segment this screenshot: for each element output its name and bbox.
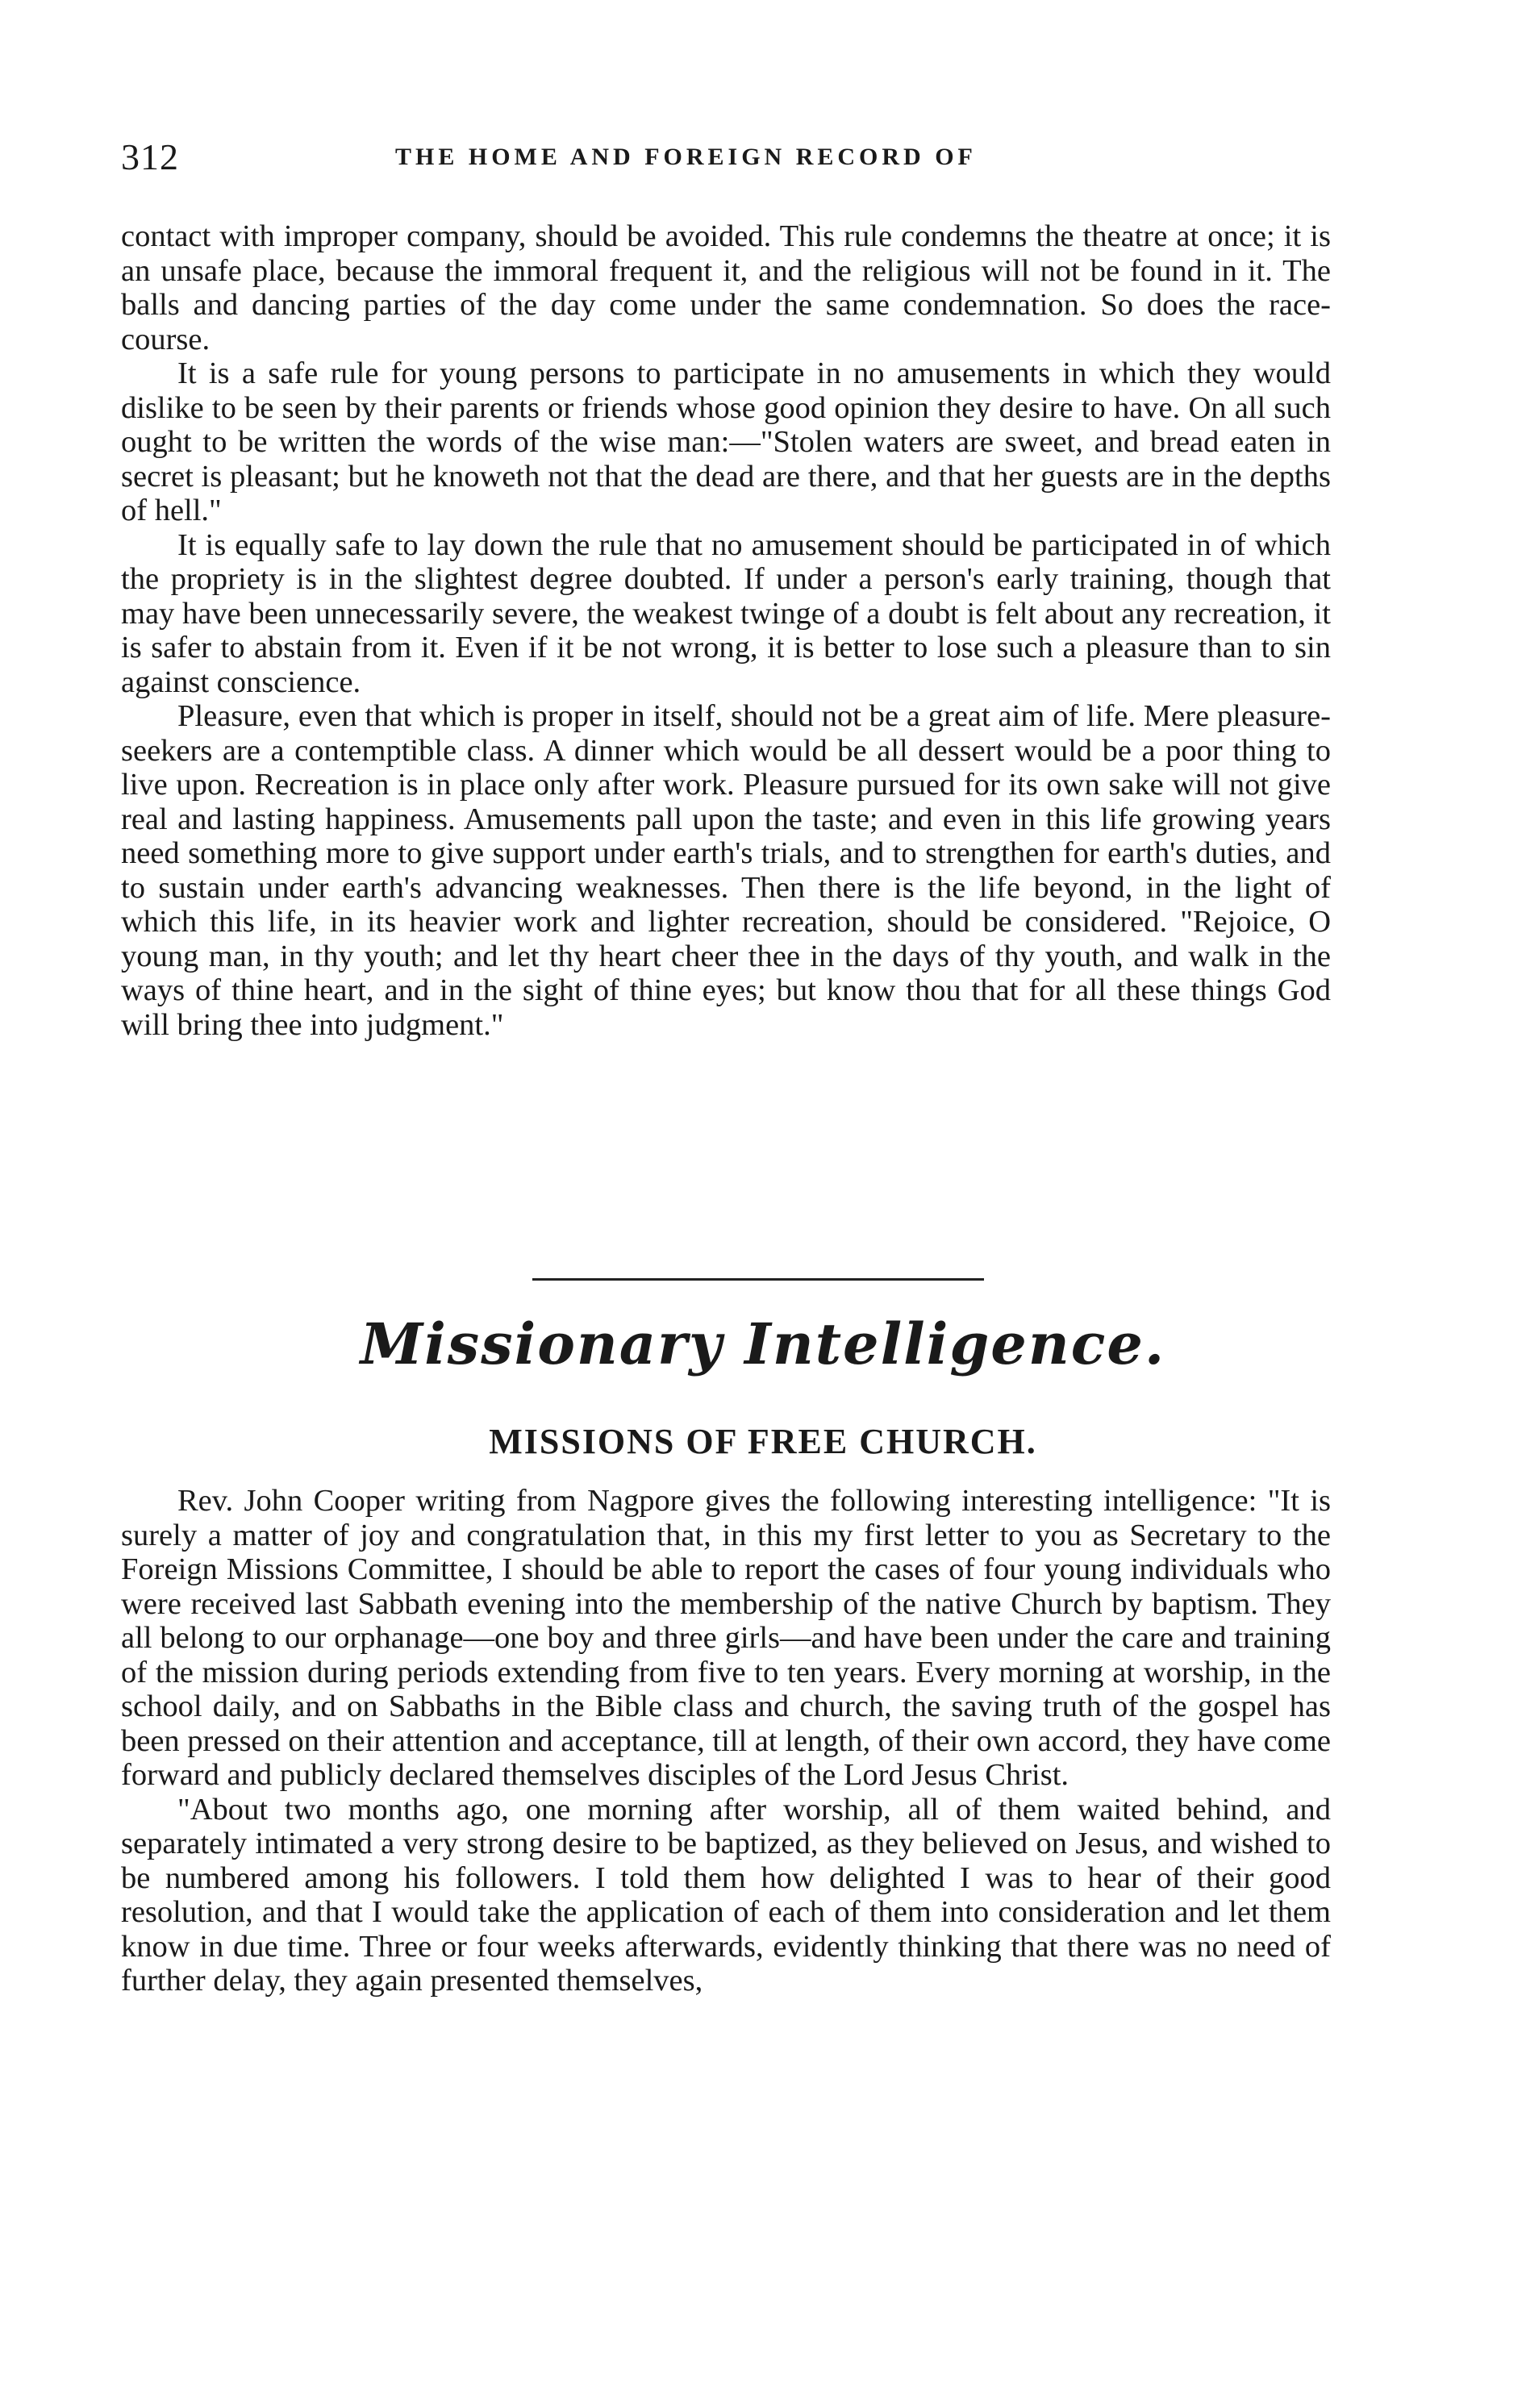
paragraph: Rev. John Cooper writing from Nagpore gives the following interesting intelligence: "It is surely a matter of joy and congratulation that, in this my first letter to you as Secretary to the Foreign Missions Committee, I should be able to report the cases of four young individuals who were received last Sabbath evening into the membership of the native Church by baptism. They all belong to our orphanage—one boy and three girls—and have been under the care and training of the mission during periods extending from five to ten years. Every morning at worship, in the school daily, and on Sabbaths in the Bible class and church, the saving truth of the gospel has been pressed on their attention and acceptance, till at length, of their own accord, they have come forward and publicly declared themselves disciples of the Lord Jesus Christ. — [121, 1484, 1331, 1792]
paragraph: "About two months ago, one morning after worship, all of them waited behind, and separately intimated a very strong desire to be baptized, as they believed on Jesus, and wished to be numbered among his followers. I told them how delighted I was to hear of their good resolution, and that I would take the application of each of them into consideration and let them know in due time. Three or four weeks afterwards, evidently thinking that there was no need of further delay, they again presented themselves, — [121, 1792, 1331, 1998]
paragraph: contact with improper company, should be avoided. This rule condemns the theatre at once; it is an unsafe place, because the immoral frequent it, and the religious will not be found in it. The balls and dancing parties of the day come under the same condemnation. So does the race-course. — [121, 219, 1331, 356]
paragraph: It is a safe rule for young persons to participate in no amusements in which they would dislike to be seen by their parents or friends whose good opinion they desire to have. On all such ought to be written the words of the wise man:—"Stolen waters are sweet, and bread eaten in secret is pleasant; but he knoweth not that the dead are there, and that her guests are in the depths of hell." — [121, 356, 1331, 527]
page-header — [121, 135, 1331, 184]
article-text-section-2 — [121, 1484, 1331, 1998]
paragraph: It is equally safe to lay down the rule that no amusement should be participated in of which the propriety is in the slightest degree doubted. If under a person's early training, though that may have been unnecessarily severe, the weakest twinge of a doubt is felt about any recreation, it is safer to abstain from it. Even if it be not wrong, it is better to lose such a pleasure than to sin against conscience. — [121, 527, 1331, 699]
article-text-section-1 — [121, 219, 1331, 1042]
page-number: 312 — [121, 136, 179, 177]
section-heading: Missionary Intelligence. — [360, 1310, 1166, 1377]
subheading: MISSIONS OF FREE CHURCH. — [489, 1422, 1037, 1461]
section-divider — [532, 1278, 984, 1281]
running-title: THE HOME AND FOREIGN RECORD OF — [395, 144, 977, 170]
paragraph: Pleasure, even that which is proper in itself, should not be a great aim of life. Mere pleasure-seekers are a contemptible class. A dinner which would be all dessert would be a poor thing to live upon. Recreation is in place only after work. Pleasure pursued for its own sake will not give real and lasting happiness. Amusements pall upon the taste; and even in this life growing years need something more to give support under earth's trials, and to strengthen for earth's duties, and to sustain under earth's advancing weaknesses. Then there is the life beyond, in the light of which this life, in its heavier work and lighter recreation, should be considered. "Rejoice, O young man, in thy youth; and let thy heart cheer thee in the days of thy youth, and walk in the ways of thine heart, and in the sight of thine eyes; but know thou that for all these things God will bring thee into judgment." — [121, 699, 1331, 1042]
